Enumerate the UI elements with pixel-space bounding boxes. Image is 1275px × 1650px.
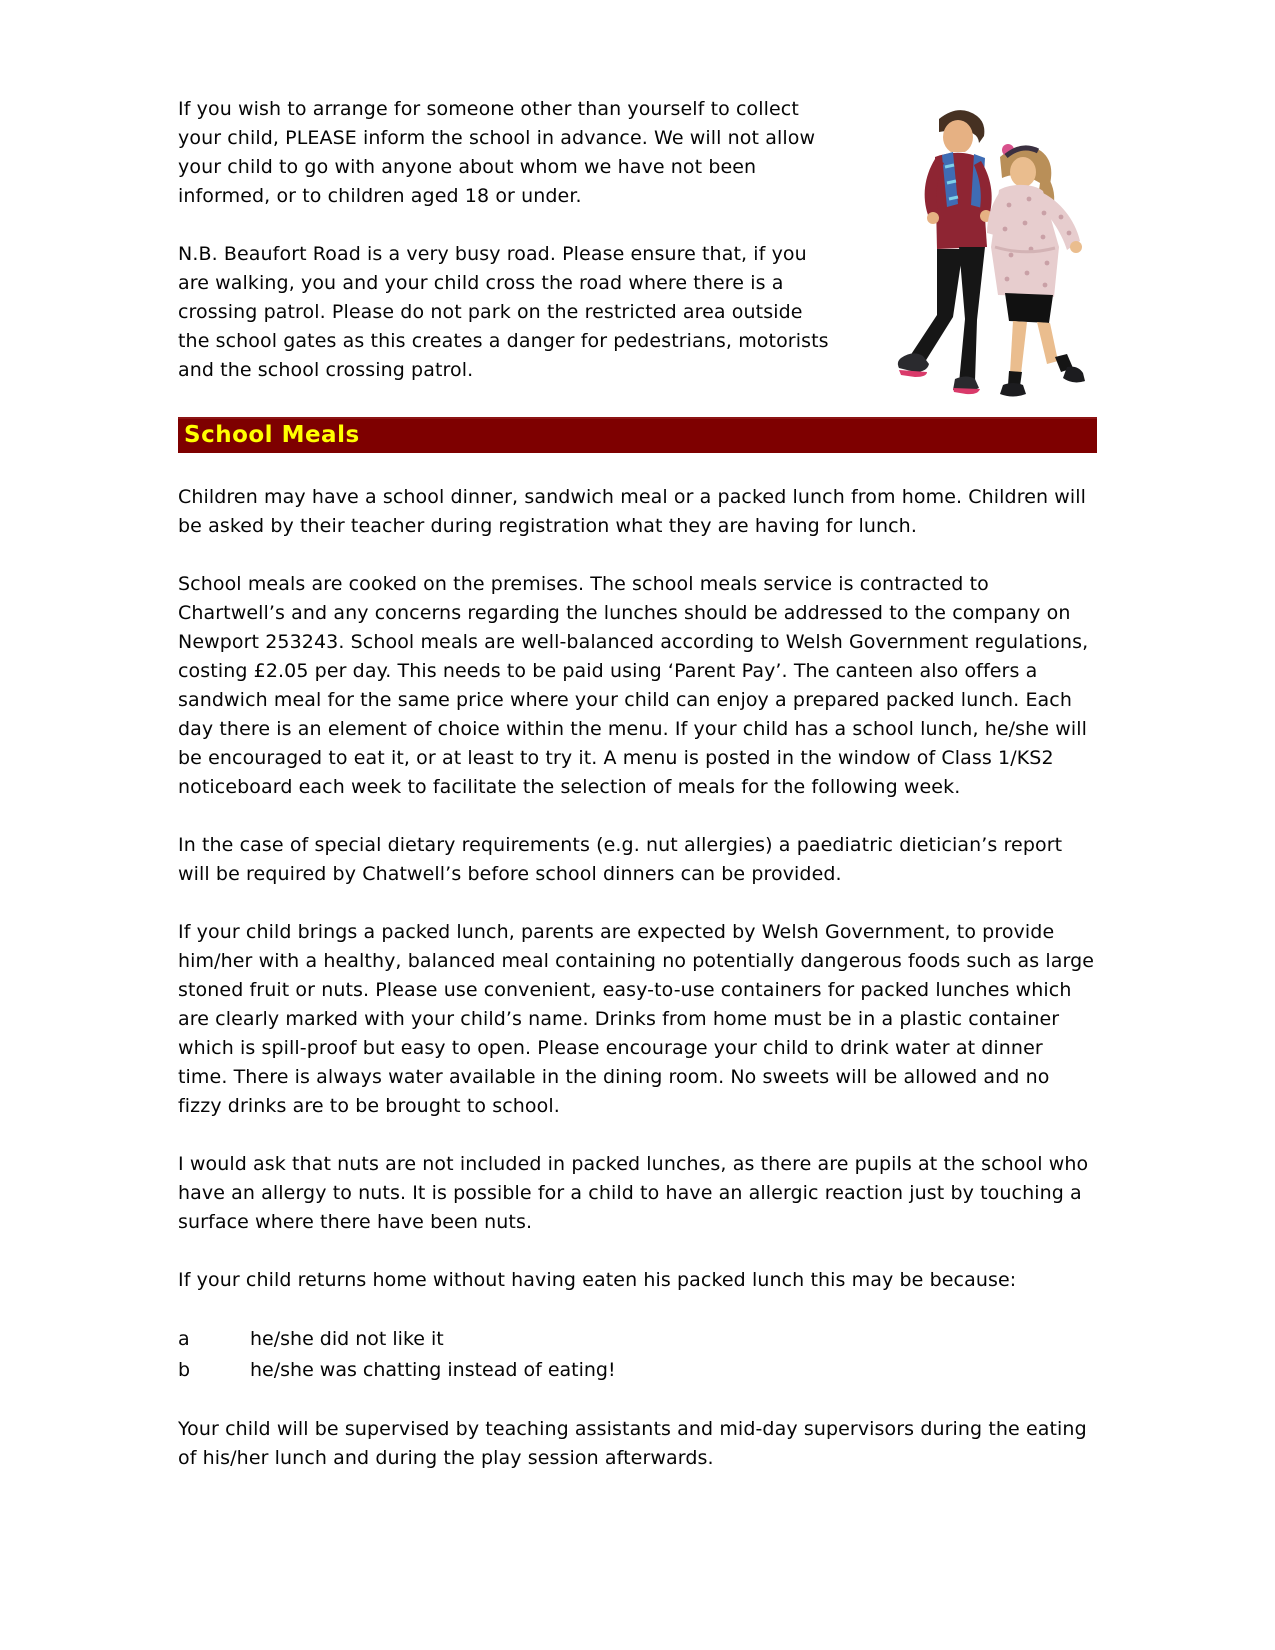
reason-item-b xyxy=(178,1355,1097,1386)
children-walking-illustration xyxy=(879,95,1097,403)
meals-service-paragraph: School meals are cooked on the premises. The school meals service is contracted to Chartwell’s and any concerns regarding the lunches should be addressed to the company on Newport 253243. School meals are well-balanced according to Welsh Government regulations, costing £2.05 per day. This needs to be paid using ‘Parent Pay’. The canteen also offers a sandwich meal for the same price where your child can enjoy a prepared packed lunch. Each day there is an element of choice within the menu. If your child has a school lunch, he/she will be encouraged to eat it, or at least to try it. A menu is posted in the window of Class 1/KS2 noticeboard each week to facilitate the selection of meals for the following week. xyxy=(178,573,1089,798)
nut-allergy-paragraph: I would ask that nuts are not included in packed lunches, as there are pupils at the school who have an allergy to nuts. It is possible for a child to have an allergic reaction just by touching a surface where there have been nuts. xyxy=(178,1153,1089,1233)
reason-letter: b xyxy=(178,1359,191,1381)
school-meals-heading-banner xyxy=(178,417,1097,453)
section-heading-text: School Meals xyxy=(184,422,360,448)
lunch-supervision-paragraph: Your child will be supervised by teaching assistants and mid-day supervisors during the eating of his/her lunch and during the play session afterwards. xyxy=(178,1418,1087,1469)
uneaten-lunch-reasons-list xyxy=(178,1324,1097,1386)
dietary-requirements-paragraph: In the case of special dietary requirements (e.g. nut allergies) a paediatric dietician’s report will be required by Chatwell’s before school dinners can be provided. xyxy=(178,834,1063,885)
reason-letter: a xyxy=(178,1328,190,1350)
reason-text: he/she was chatting instead of eating! xyxy=(250,1359,616,1381)
reason-item-a xyxy=(178,1324,1097,1355)
meal-options-paragraph: Children may have a school dinner, sandwich meal or a packed lunch from home. Children will be asked by their teacher during registration what they are having for lunch. xyxy=(178,486,1087,537)
road-safety-paragraph: N.B. Beaufort Road is a very busy road. Please ensure that, if you are walking, you and your child cross the road where there is a crossing patrol. Please do not park on the restricted area outside the school gates as this creates a danger for pedestrians, motorists and the school crossing patrol. xyxy=(178,243,829,381)
children-walking-photo xyxy=(879,95,1097,403)
reason-text: he/she did not like it xyxy=(250,1328,444,1350)
uneaten-lunch-intro-paragraph: If your child returns home without having eaten his packed lunch this may be because: xyxy=(178,1269,1017,1291)
collection-notice-paragraph: If you wish to arrange for someone other than yourself to collect your child, PLEASE inform the school in advance. We will not allow your child to go with anyone about whom we have not been informed, or to children aged 18 or under. xyxy=(178,98,816,207)
packed-lunch-guidelines-paragraph: If your child brings a packed lunch, parents are expected by Welsh Government, to provide him/her with a healthy, balanced meal containing no potentially dangerous foods such as large stoned fruit or nuts. Please use convenient, easy-to-use containers for packed lunches which are clearly marked with your child’s name. Drinks from home must be in a plastic container which is spill-proof but easy to open. Please encourage your child to drink water at dinner time. There is always water available in the dining room. No sweets will be allowed and no fizzy drinks are to be brought to school. xyxy=(178,921,1095,1117)
